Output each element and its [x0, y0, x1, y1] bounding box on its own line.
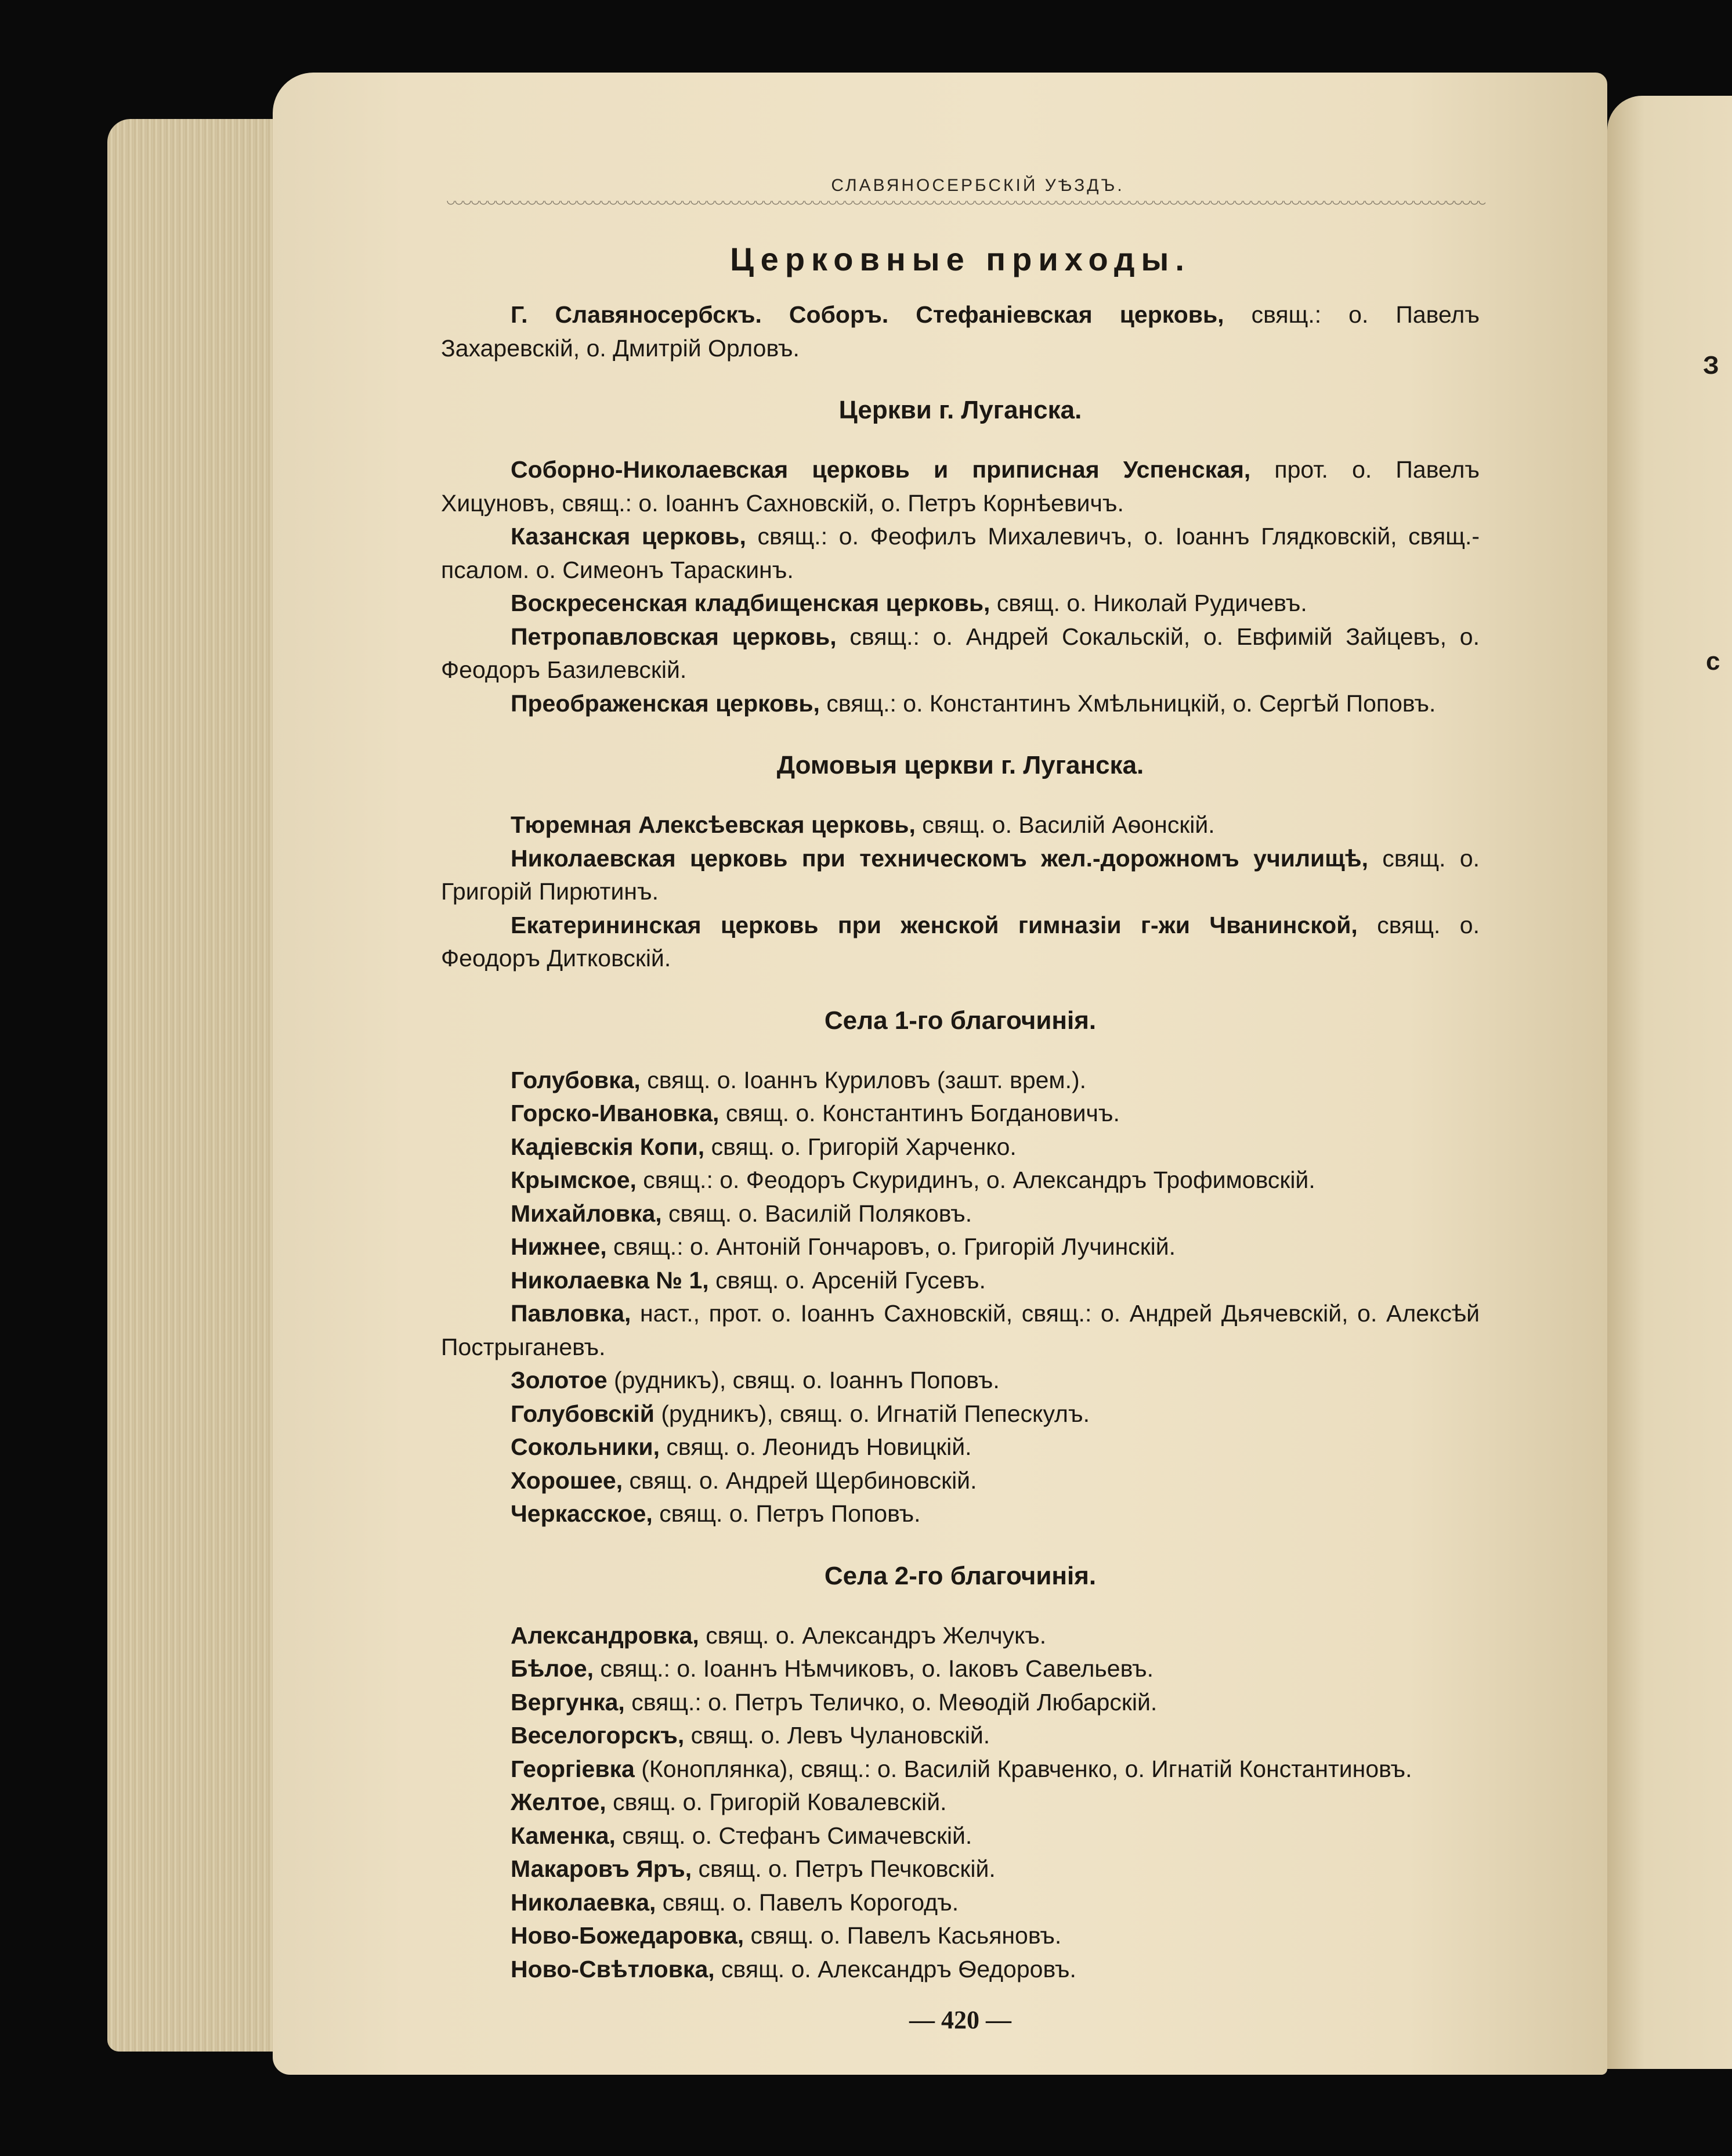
parish-name: Сокольники,: [511, 1433, 660, 1460]
parish-entry: [441, 1619, 1480, 1653]
wavy-rule: [447, 201, 1485, 209]
parish-name: Голубовскій: [511, 1400, 655, 1427]
clergy-list: свящ. о. Павелъ Касьяновъ.: [744, 1922, 1062, 1949]
parish-entry: [441, 1786, 1480, 1819]
parish-name: Веселогорскъ,: [511, 1722, 685, 1749]
clergy-list: свящ. о. Андрей Щербиновскій.: [623, 1467, 977, 1494]
parish-entry: [441, 1953, 1480, 1987]
clergy-list: свящ. о. Леонидъ Новицкій.: [660, 1433, 972, 1460]
clergy-list: свящ. о. Григорій Харченко.: [704, 1133, 1017, 1160]
clergy-list: свящ. о. Григорій Ковалевскій.: [606, 1789, 947, 1815]
parish-entry: [441, 1197, 1480, 1231]
parish-name: Александровка,: [511, 1621, 699, 1649]
parish-entry: [441, 687, 1480, 721]
clergy-list: свящ.: о. Феофилъ Михалевичъ, о. Іоаннъ Глядковскій, свящ.-псалом. о. Симеонъ Тараскинъ.: [441, 523, 1480, 583]
parish-entry: [441, 1164, 1480, 1197]
parish-name: Хорошее,: [511, 1467, 623, 1494]
parish-entry: [441, 1753, 1480, 1786]
sections-container: [441, 298, 1480, 1986]
clergy-list: свящ. о. Василій Аѳонскій.: [915, 811, 1215, 838]
clergy-list: свящ.: о. Петръ Теличко, о. Меѳодій Любарскій.: [624, 1688, 1158, 1716]
running-head: СЛАВЯНОСЕРБСКІЙ УѢЗДЪ.: [831, 176, 1124, 195]
clergy-list: свящ.: о. Павелъ Захаревскій, о. Дмитрій Орловъ.: [441, 301, 1480, 362]
clergy-list: свящ. о. Павелъ Корогодъ.: [656, 1888, 959, 1916]
parish-name: Петропавловская церковь,: [511, 623, 837, 650]
parish-name: Павловка,: [511, 1300, 631, 1327]
clergy-list: свящ. о. Левъ Чулановскій.: [684, 1722, 990, 1749]
section-heading: Домовыя церкви г. Луганска.: [776, 751, 1144, 779]
clergy-list: (рудникъ), свящ. о. Іоаннъ Поповъ.: [607, 1367, 1000, 1393]
parish-entry: [441, 1819, 1480, 1853]
parish-name: Николаевская церковь при техническомъ жел.-дорожномъ училищѣ,: [511, 844, 1368, 872]
parish-name: Георгіевка: [511, 1755, 635, 1782]
parish-entry: [441, 1064, 1480, 1097]
parish-name: Преображенская церковь,: [511, 689, 820, 717]
parish-name: Золотое: [511, 1367, 608, 1393]
parish-name: Крымское,: [511, 1167, 637, 1193]
clergy-list: свящ. о. Николай Рудичевъ.: [990, 590, 1307, 616]
parish-entry: [441, 1364, 1480, 1397]
parish-entry: [441, 1297, 1480, 1364]
parish-entry: [441, 620, 1480, 687]
clergy-list: свящ. о. Феодоръ Дитковскій.: [441, 911, 1480, 972]
clergy-list: свящ.: о. Іоаннъ Нѣмчиковъ, о. Іаковъ Савельевъ.: [594, 1655, 1154, 1682]
clergy-list: свящ. о. Арсеній Гусевъ.: [708, 1266, 986, 1294]
parish-entry: [441, 1397, 1480, 1431]
parish-name: Ново-Божедаровка,: [511, 1922, 744, 1949]
clergy-list: прот. о. Павелъ Хицуновъ, свящ.: о. Іоаннъ Сахновскій, о. Петръ Корнѣевичъ.: [441, 456, 1480, 517]
parish-name: Михайловка,: [511, 1200, 662, 1227]
parish-name: Екатерининская церковь при женской гимназіи г-жи Чванинской,: [511, 911, 1358, 938]
parish-entry: [441, 587, 1480, 620]
parish-name: Макаровъ Яръ,: [511, 1855, 692, 1882]
parish-name: Кадіевскія Копи,: [511, 1133, 705, 1160]
parish-entry: [441, 909, 1480, 976]
parish-name: Николаевка,: [511, 1888, 656, 1916]
parish-entry: [441, 1264, 1480, 1298]
parish-entry: [441, 1852, 1480, 1886]
parish-name: Желтое,: [511, 1789, 606, 1815]
parish-entry: [441, 1230, 1480, 1264]
clergy-list: свящ. о. Александръ Ѳедоровъ.: [714, 1955, 1076, 1982]
parish-entry: [441, 1131, 1480, 1164]
parish-entry: [441, 808, 1480, 842]
parish-entry: [441, 1719, 1480, 1753]
page-number: — 420 —: [909, 2006, 1011, 2034]
parish-entry: [441, 1464, 1480, 1498]
parish-entry: [441, 1097, 1480, 1131]
clergy-list: свящ.: о. Антоній Гончаровъ, о. Григорій Лучинскій.: [606, 1233, 1176, 1260]
facing-page-letter: З: [1703, 351, 1719, 380]
clergy-list: свящ. о. Григорій Пирютинъ.: [441, 844, 1480, 905]
clergy-list: свящ. о. Константинъ Богдановичъ.: [719, 1100, 1120, 1126]
parish-name: Голубовка,: [511, 1066, 641, 1093]
parish-entry: [441, 298, 1480, 365]
clergy-list: (рудникъ), свящ. о. Игнатій Пепескулъ.: [655, 1400, 1090, 1427]
clergy-list: свящ. о. Петръ Печковскій.: [692, 1855, 996, 1882]
section-heading: Села 2-го благочинія.: [824, 1561, 1097, 1590]
parish-entry: [441, 1886, 1480, 1920]
parish-name: Казанская церковь,: [511, 523, 746, 550]
parish-entry: [441, 842, 1480, 909]
facing-page-letter: с: [1706, 647, 1720, 676]
parish-name: Г. Славяносербскъ. Соборъ. Стефаніевская церковь,: [511, 301, 1224, 328]
facing-page: [1607, 96, 1732, 2069]
parish-name: Черкасское,: [511, 1500, 653, 1527]
clergy-list: наст., прот. о. Іоаннъ Сахновскій, свящ.: о. Андрей Дьячевскій, о. Алексѣй Пострыганевъ.: [441, 1300, 1480, 1360]
book-page-edges: [107, 119, 299, 2052]
section-heading: Села 1-го благочинія.: [824, 1006, 1097, 1035]
parish-entry: [441, 453, 1480, 520]
parish-entry: [441, 1686, 1480, 1720]
clergy-list: свящ. о. Василій Поляковъ.: [661, 1200, 972, 1227]
parish-entry: [441, 1919, 1480, 1953]
parish-entry: [441, 1652, 1480, 1686]
clergy-list: свящ. о. Іоаннъ Куриловъ (зашт. врем.).: [640, 1066, 1087, 1093]
clergy-list: свящ.: о. Константинъ Хмѣльницкій, о. Сергѣй Поповъ.: [819, 689, 1436, 717]
main-heading: Церковные приходы.: [730, 241, 1191, 277]
clergy-list: свящ. о. Стефанъ Симачевскій.: [615, 1822, 972, 1849]
section-heading: Церкви г. Луганска.: [838, 396, 1082, 424]
parish-entry: [441, 1497, 1480, 1531]
page-content: [441, 174, 1480, 2037]
parish-name: Бѣлое,: [511, 1655, 594, 1682]
clergy-list: свящ. о. Петръ Поповъ.: [652, 1500, 921, 1527]
parish-entry: [441, 1431, 1480, 1464]
clergy-list: (Коноплянка), свящ.: о. Василій Кравченко, о. Игнатій Константиновъ.: [634, 1755, 1412, 1782]
clergy-list: свящ. о. Александръ Желчукъ.: [699, 1621, 1047, 1649]
parish-name: Вергунка,: [511, 1688, 625, 1716]
parish-name: Ново-Свѣтловка,: [511, 1955, 715, 1982]
parish-name: Николаевка № 1,: [511, 1266, 709, 1294]
clergy-list: свящ.: о. Феодоръ Скуридинъ, о. Александръ Трофимовскій.: [636, 1167, 1315, 1193]
clergy-list: свящ.: о. Андрей Сокальскій, о. Евфимій Зайцевъ, о. Феодоръ Базилевскій.: [441, 623, 1480, 683]
parish-name: Каменка,: [511, 1822, 616, 1849]
parish-name: Тюремная Алексѣевская церковь,: [511, 811, 916, 838]
parish-name: Горско-Ивановка,: [511, 1100, 719, 1126]
parish-name: Воскресенская кладбищенская церковь,: [511, 590, 990, 616]
parish-name: Нижнее,: [511, 1233, 607, 1260]
parish-entry: [441, 520, 1480, 587]
parish-name: Соборно-Николаевская церковь и приписная Успенская,: [511, 456, 1251, 483]
